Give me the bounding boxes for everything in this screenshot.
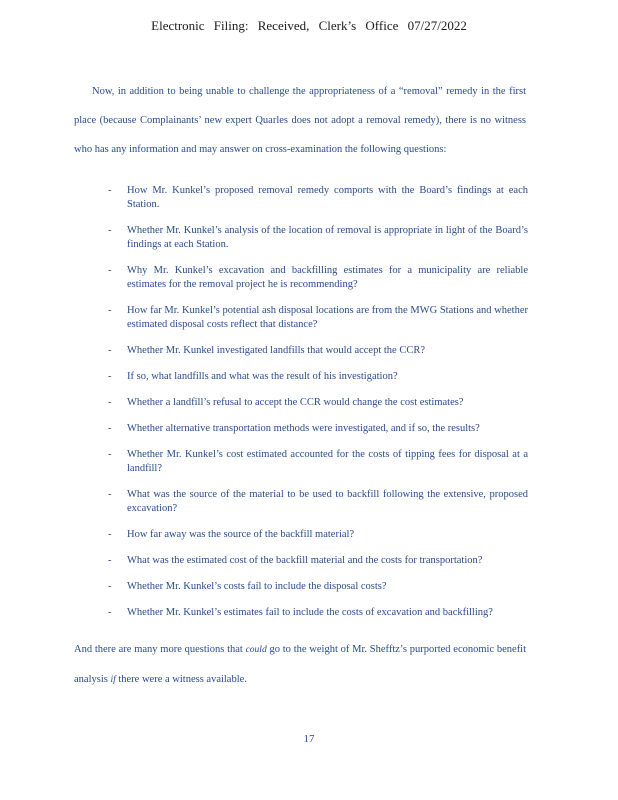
list-item: - Whether a landfill’s refusal to accept the CCR would change the cost estimates?	[108, 397, 464, 408]
list-item: - How far Mr. Kunkel’s potential ash disposal locations are from the MWG Stations and whether estimated disposal costs reflect that distance?	[108, 305, 528, 330]
closing-paragraph: And there are many more questions that could go to the weight of Mr. Shefftz’s purported economic benefit analysis if there were a witness available.	[74, 643, 527, 685]
intro-paragraph: Now, in addition to being unable to challenge the appropriateness of a “removal” remedy in the first place (because Complainants’ new expert Quarles does not adopt a removal remedy), there is no witness who has any information and may answer on cross-examination the following questions:	[74, 85, 526, 155]
list-item: - If so, what landfills and what was the result of his investigation?	[108, 371, 398, 382]
list-item: - Why Mr. Kunkel’s excavation and backfilling estimates for a municipality are reliable estimates for the removal project he is recommending?	[108, 265, 528, 290]
filing-header: Electronic Filing: Received, Clerk’s Office 07/27/2022	[151, 18, 467, 33]
list-item: - Whether Mr. Kunkel investigated landfills that would accept the CCR?	[108, 345, 426, 356]
list-item: - Whether Mr. Kunkel’s cost estimated accounted for the costs of tipping fees for disposal at a landfill?	[108, 449, 528, 474]
list-item: - Whether Mr. Kunkel’s costs fail to include the disposal costs?	[108, 581, 387, 592]
list-item: - How Mr. Kunkel’s proposed removal remedy comports with the Board’s findings at each Station.	[108, 185, 528, 210]
question-list	[108, 184, 528, 632]
list-item: - What was the estimated cost of the backfill material and the costs for transportation?	[108, 555, 483, 566]
list-item: - How far away was the source of the backfill material?	[108, 529, 355, 540]
list-item: - Whether alternative transportation methods were investigated, and if so, the results?	[108, 423, 480, 434]
list-item: - Whether Mr. Kunkel’s estimates fail to include the costs of excavation and backfilling?	[108, 607, 493, 618]
emphasis-if: if	[110, 674, 116, 685]
list-item: - Whether Mr. Kunkel’s analysis of the location of removal is appropriate in light of the Board’s findings at each Station.	[108, 225, 528, 250]
list-item: - What was the source of the material to be used to backfill following the extensive, proposed excavation?	[108, 489, 528, 514]
page-number: 17	[303, 733, 315, 745]
emphasis-could: could	[245, 644, 267, 655]
